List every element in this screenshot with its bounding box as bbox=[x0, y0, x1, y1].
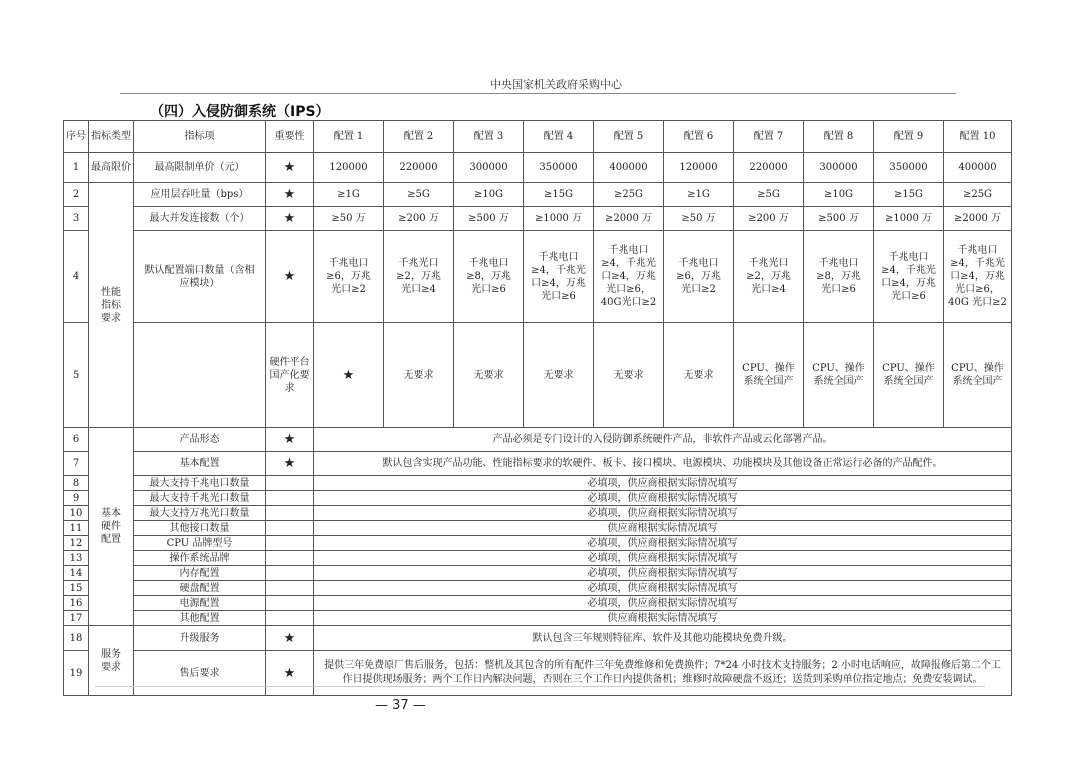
cell-value: 400000 bbox=[944, 153, 1012, 183]
cell-text: 必填项，供应商根据实际情况填写 bbox=[314, 536, 1012, 551]
group-hardware: 基本硬件配置 bbox=[89, 428, 134, 626]
row-item: 最大支持万兆光口数量 bbox=[134, 506, 266, 521]
header-config-8: 配置 8 bbox=[804, 121, 874, 153]
cell-value: ≥500 万 bbox=[804, 207, 874, 231]
cell-value: 千兆电口≥6，万兆光口≥2 bbox=[314, 231, 384, 323]
cell-value: ≥5G bbox=[734, 183, 804, 207]
cell-value: 无要求 bbox=[664, 323, 734, 428]
star-icon: ★ bbox=[266, 207, 314, 231]
star-icon: ★ bbox=[266, 231, 314, 323]
section-title: （四）入侵防御系统（IPS） bbox=[150, 104, 330, 120]
row-seq: 16 bbox=[64, 596, 89, 611]
row-item: 基本配置 bbox=[134, 452, 266, 476]
row-seq: 2 bbox=[64, 183, 89, 207]
star-icon: ★ bbox=[266, 153, 314, 183]
cell-value: CPU、操作系统全国产 bbox=[944, 323, 1012, 428]
row-seq: 18 bbox=[64, 626, 89, 651]
cell-text: 必填项，供应商根据实际情况填写 bbox=[314, 551, 1012, 566]
row-seq: 5 bbox=[64, 323, 89, 428]
cell-value: 无要求 bbox=[594, 323, 664, 428]
cell-value: ≥50 万 bbox=[314, 207, 384, 231]
table-row bbox=[64, 323, 1012, 428]
row-seq: 8 bbox=[64, 476, 89, 491]
ips-spec-table bbox=[63, 120, 1012, 696]
importance-empty bbox=[266, 596, 314, 611]
table-row bbox=[64, 626, 1012, 651]
cell-value: 千兆光口≥2，万兆光口≥4 bbox=[734, 231, 804, 323]
table-row bbox=[64, 536, 1012, 551]
cell-value: CPU、操作系统全国产 bbox=[734, 323, 804, 428]
footer-divider bbox=[95, 686, 985, 687]
table-row bbox=[64, 476, 1012, 491]
row-seq: 14 bbox=[64, 566, 89, 581]
row-item: 最大支持千兆电口数量 bbox=[134, 476, 266, 491]
importance-empty bbox=[266, 491, 314, 506]
row-item: 最高限制单价（元） bbox=[134, 153, 266, 183]
page-number: — 37 — bbox=[375, 698, 426, 713]
header-config-4: 配置 4 bbox=[524, 121, 594, 153]
cell-value: 300000 bbox=[454, 153, 524, 183]
row-item: 产品形态 bbox=[134, 428, 266, 452]
cell-value: 120000 bbox=[314, 153, 384, 183]
cell-value: ≥5G bbox=[384, 183, 454, 207]
header-seq: 序号 bbox=[64, 121, 89, 153]
cell-text: 供应商根据实际情况填写 bbox=[314, 611, 1012, 626]
row-item: 其他配置 bbox=[134, 611, 266, 626]
row-seq: 17 bbox=[64, 611, 89, 626]
header-config-9: 配置 9 bbox=[874, 121, 944, 153]
header-item: 指标项 bbox=[134, 121, 266, 153]
importance-empty bbox=[266, 521, 314, 536]
cell-value: 千兆光口≥2，万兆光口≥4 bbox=[384, 231, 454, 323]
table-row bbox=[64, 207, 1012, 231]
star-icon: ★ bbox=[266, 183, 314, 207]
header-type: 指标类型 bbox=[89, 121, 134, 153]
row-item: 操作系统品牌 bbox=[134, 551, 266, 566]
row-item: 应用层吞吐量（bps） bbox=[134, 183, 266, 207]
row-item: 硬盘配置 bbox=[134, 581, 266, 596]
importance-empty bbox=[266, 611, 314, 626]
cell-value: ≥2000 万 bbox=[594, 207, 664, 231]
row-seq: 15 bbox=[64, 581, 89, 596]
cell-text: 默认包含实现产品功能、性能指标要求的软硬件、板卡、接口模块、电源模块、功能模块及其他设备正常运行必备的产品配件。 bbox=[314, 452, 1012, 476]
row-seq: 7 bbox=[64, 452, 89, 476]
cell-value: CPU、操作系统全国产 bbox=[804, 323, 874, 428]
table-row bbox=[64, 551, 1012, 566]
organization-name: 中央国家机关政府采购中心 bbox=[490, 78, 622, 91]
cell-value: ≥1000 万 bbox=[524, 207, 594, 231]
star-icon: ★ bbox=[314, 323, 384, 428]
row-item: 内存配置 bbox=[134, 566, 266, 581]
importance-empty bbox=[266, 476, 314, 491]
row-item: 电源配置 bbox=[134, 596, 266, 611]
cell-value: ≥200 万 bbox=[384, 207, 454, 231]
row-seq: 11 bbox=[64, 521, 89, 536]
table-row bbox=[64, 428, 1012, 452]
importance-empty bbox=[266, 566, 314, 581]
group-service: 服务要求 bbox=[89, 626, 134, 696]
cell-text: 默认包含三年规则特征库、软件及其他功能模块免费升级。 bbox=[314, 626, 1012, 651]
cell-value: ≥10G bbox=[804, 183, 874, 207]
table-row bbox=[64, 506, 1012, 521]
cell-value: ≥200 万 bbox=[734, 207, 804, 231]
row-seq: 13 bbox=[64, 551, 89, 566]
cell-value: 无要求 bbox=[384, 323, 454, 428]
group-blank bbox=[134, 323, 266, 428]
row-item: 其他接口数量 bbox=[134, 521, 266, 536]
cell-text: 必填项，供应商根据实际情况填写 bbox=[314, 581, 1012, 596]
row-seq: 6 bbox=[64, 428, 89, 452]
cell-value: ≥2000 万 bbox=[944, 207, 1012, 231]
cell-value: ≥50 万 bbox=[664, 207, 734, 231]
row-seq: 12 bbox=[64, 536, 89, 551]
row-seq: 10 bbox=[64, 506, 89, 521]
cell-value: 千兆电口≥4，千兆光口≥4，万兆光口≥6，40G光口≥2 bbox=[594, 231, 664, 323]
cell-value: ≥10G bbox=[454, 183, 524, 207]
header-config-7: 配置 7 bbox=[734, 121, 804, 153]
row-seq: 4 bbox=[64, 231, 89, 323]
importance-empty bbox=[266, 506, 314, 521]
importance-empty bbox=[266, 536, 314, 551]
cell-value: 220000 bbox=[734, 153, 804, 183]
table-row bbox=[64, 452, 1012, 476]
row-item: CPU 品牌型号 bbox=[134, 536, 266, 551]
cell-value: ≥25G bbox=[594, 183, 664, 207]
cell-value: 无要求 bbox=[454, 323, 524, 428]
importance-empty bbox=[266, 581, 314, 596]
row-seq: 19 bbox=[64, 651, 89, 696]
cell-value: CPU、操作系统全国产 bbox=[874, 323, 944, 428]
row-item: 默认配置端口数量（含相应模块） bbox=[134, 231, 266, 323]
header-config-2: 配置 2 bbox=[384, 121, 454, 153]
table-row bbox=[64, 611, 1012, 626]
group-performance: 性能指标要求 bbox=[89, 183, 134, 428]
row-seq: 3 bbox=[64, 207, 89, 231]
cell-value: ≥15G bbox=[524, 183, 594, 207]
cell-value: 400000 bbox=[594, 153, 664, 183]
cell-value: 千兆电口≥6，万兆光口≥2 bbox=[664, 231, 734, 323]
cell-value: 千兆电口≥4，千兆光口≥4，万兆光口≥6 bbox=[874, 231, 944, 323]
table-row bbox=[64, 651, 1012, 696]
table-row bbox=[64, 581, 1012, 596]
importance-empty bbox=[266, 551, 314, 566]
cell-value: 120000 bbox=[664, 153, 734, 183]
table-header-row bbox=[64, 121, 1012, 153]
cell-value: ≥15G bbox=[874, 183, 944, 207]
cell-value: 千兆电口≥8，万兆光口≥6 bbox=[804, 231, 874, 323]
cell-value: ≥1G bbox=[664, 183, 734, 207]
header-config-6: 配置 6 bbox=[664, 121, 734, 153]
table-row bbox=[64, 183, 1012, 207]
row-item: 升级服务 bbox=[134, 626, 266, 651]
cell-text: 必填项，供应商根据实际情况填写 bbox=[314, 566, 1012, 581]
cell-text: 产品必须是专门设计的入侵防御系统硬件产品，非软件产品或云化部署产品。 bbox=[314, 428, 1012, 452]
cell-value: 无要求 bbox=[524, 323, 594, 428]
cell-text: 必填项，供应商根据实际情况填写 bbox=[314, 506, 1012, 521]
cell-value: ≥500 万 bbox=[454, 207, 524, 231]
cell-text: 必填项，供应商根据实际情况填写 bbox=[314, 491, 1012, 506]
cell-text: 提供三年免费原厂售后服务，包括：整机及其包含的所有配件三年免费维修和免费换件；7*24 小时技术支持服务；2 小时电话响应，故障报修后第二个工作日提供现场服务；两个工作日内解决问题，否则在三个工作日内提供备机；维修时故障硬盘不返还；送货到采购单位指定地点；免费安装调试。 bbox=[314, 651, 1012, 696]
cell-text: 供应商根据实际情况填写 bbox=[314, 521, 1012, 536]
row-item: 售后要求 bbox=[134, 651, 266, 696]
header-importance: 重要性 bbox=[266, 121, 314, 153]
star-icon: ★ bbox=[266, 428, 314, 452]
cell-value: 350000 bbox=[524, 153, 594, 183]
header-config-1: 配置 1 bbox=[314, 121, 384, 153]
table-row bbox=[64, 566, 1012, 581]
cell-value: ≥1000 万 bbox=[874, 207, 944, 231]
cell-value: 千兆电口≥4，千兆光口≥4，万兆光口≥6，40G 光口≥2 bbox=[944, 231, 1012, 323]
row-seq: 9 bbox=[64, 491, 89, 506]
cell-text: 必填项，供应商根据实际情况填写 bbox=[314, 476, 1012, 491]
table-row bbox=[64, 153, 1012, 183]
row-seq: 1 bbox=[64, 153, 89, 183]
cell-value: ≥1G bbox=[314, 183, 384, 207]
row-item: 硬件平台国产化要求 bbox=[266, 323, 314, 428]
star-icon: ★ bbox=[266, 452, 314, 476]
header-config-5: 配置 5 bbox=[594, 121, 664, 153]
header-config-3: 配置 3 bbox=[454, 121, 524, 153]
table-row bbox=[64, 596, 1012, 611]
cell-text: 必填项，供应商根据实际情况填写 bbox=[314, 596, 1012, 611]
cell-value: 300000 bbox=[804, 153, 874, 183]
row-item: 最大支持千兆光口数量 bbox=[134, 491, 266, 506]
cell-value: 350000 bbox=[874, 153, 944, 183]
star-icon: ★ bbox=[266, 651, 314, 696]
cell-value: 千兆电口≥8，万兆光口≥6 bbox=[454, 231, 524, 323]
page-header bbox=[120, 74, 956, 94]
table-row bbox=[64, 491, 1012, 506]
cell-value: 220000 bbox=[384, 153, 454, 183]
cell-value: 千兆电口≥4，千兆光口≥4，万兆光口≥6 bbox=[524, 231, 594, 323]
table-row bbox=[64, 521, 1012, 536]
table-row bbox=[64, 231, 1012, 323]
header-config-10: 配置 10 bbox=[944, 121, 1012, 153]
row-item: 最大并发连接数（个） bbox=[134, 207, 266, 231]
star-icon: ★ bbox=[266, 626, 314, 651]
group-price: 最高限价 bbox=[89, 153, 134, 183]
cell-value: ≥25G bbox=[944, 183, 1012, 207]
